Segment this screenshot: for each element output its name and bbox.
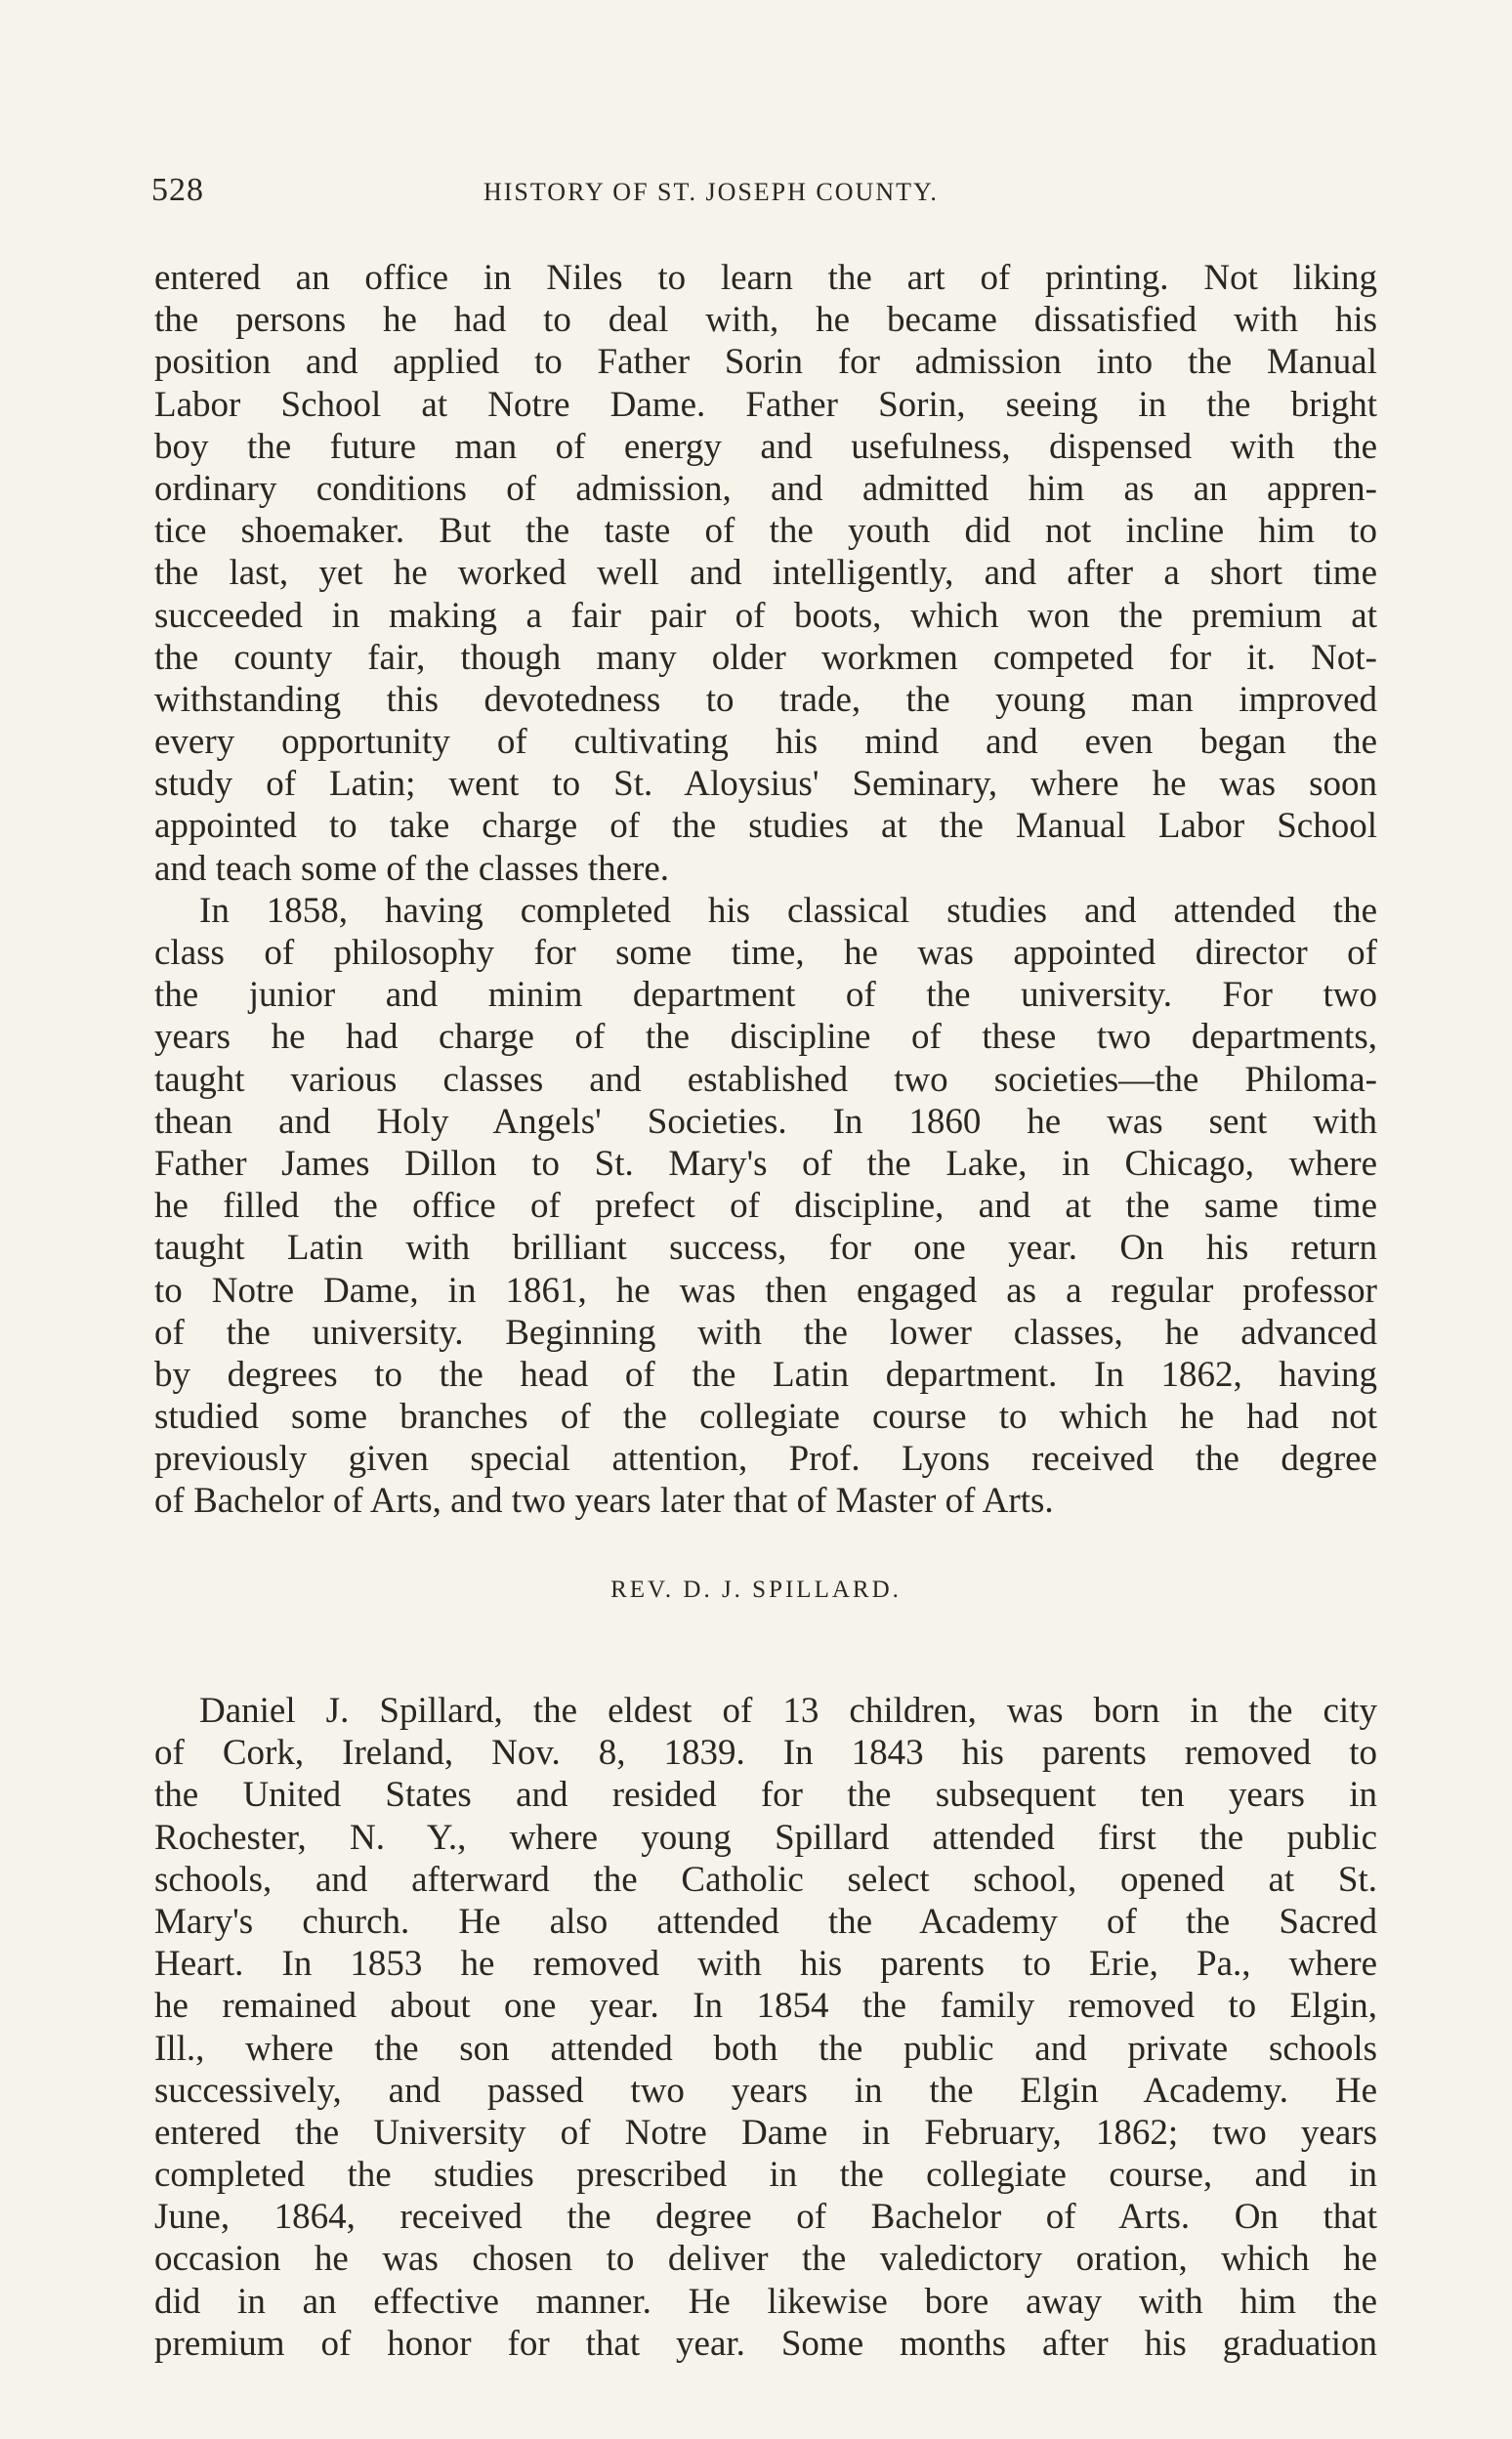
text-line: the last, yet he worked well and intelligently, and after a short time (154, 553, 1377, 594)
page-number: 528 (151, 172, 204, 208)
running-head (151, 172, 1382, 221)
text-line: to Notre Dame, in 1861, he was then engaged as a regular professor (154, 1270, 1377, 1311)
text-line: position and applied to Father Sorin for admission into the Manual (154, 342, 1377, 383)
text-line: every opportunity of cultivating his mind and even began the (154, 722, 1377, 763)
text-line: he filled the office of prefect of discipline, and at the same time (154, 1186, 1377, 1227)
text-line: June, 1864, received the degree of Bachelor of Arts. On that (154, 2197, 1377, 2238)
text-line: entered an office in Niles to learn the art of printing. Not liking (154, 258, 1377, 298)
text-line: premium of honor for that year. Some months after his graduation (154, 2323, 1377, 2364)
text-line: by degrees to the head of the Latin department. In 1862, having (154, 1354, 1377, 1395)
text-line: appointed to take charge of the studies at the Manual Labor School (154, 806, 1377, 847)
text-line: study of Latin; went to St. Aloysius' Seminary, where he was soon (154, 764, 1377, 805)
text-line: he remained about one year. In 1854 the family removed to Elgin, (154, 1986, 1377, 2027)
text-line: completed the studies prescribed in the collegiate course, and in (154, 2155, 1377, 2196)
text-line: taught various classes and established two societies—the Philoma- (154, 1059, 1377, 1100)
text-line: schools, and afterward the Catholic select school, opened at St. (154, 1859, 1377, 1900)
lyons-biography-text (154, 257, 1377, 1523)
text-line: and teach some of the classes there. (154, 848, 670, 889)
text-line: taught Latin with brilliant success, for one year. On his return (154, 1228, 1377, 1269)
text-line: the county fair, though many older workmen competed for it. Not- (154, 637, 1377, 678)
text-line: boy the future man of energy and usefulness, dispensed with the (154, 426, 1377, 467)
running-title: HISTORY OF ST. JOSEPH COUNTY. (483, 178, 939, 206)
text-line: Rochester, N. Y., where young Spillard attended first the public (154, 1817, 1377, 1858)
text-line: successively, and passed two years in the Elgin Academy. He (154, 2070, 1377, 2111)
text-line: Labor School at Notre Dame. Father Sorin, seeing in the bright (154, 384, 1377, 425)
text-line: Father James Dillon to St. Mary's of the Lake, in Chicago, where (154, 1143, 1377, 1184)
text-line: Mary's church. He also attended the Academy of the Sacred (154, 1901, 1377, 1942)
text-line: tice shoemaker. But the taste of the youth did not incline him to (154, 511, 1377, 552)
text-line: Ill., where the son attended both the public and private schools (154, 2028, 1377, 2069)
text-line: the United States and resided for the subsequent ten years in (154, 1775, 1377, 1816)
text-line: entered the University of Notre Dame in February, 1862; two years (154, 2112, 1377, 2153)
text-line: ordinary conditions of admission, and admitted him as an appren- (154, 468, 1377, 509)
text-line: of the university. Beginning with the lower classes, he advanced (154, 1312, 1377, 1353)
text-line: the junior and minim department of the university. For two (154, 975, 1377, 1016)
text-line: of Bachelor of Arts, and two years later that of Master of Arts. (154, 1481, 1054, 1522)
text-line: withstanding this devotedness to trade, the young man improved (154, 679, 1377, 720)
text-line: the persons he had to deal with, he became dissatisfied with his (154, 300, 1377, 341)
text-line: of Cork, Ireland, Nov. 8, 1839. In 1843 his parents removed to (154, 1733, 1377, 1774)
spillard-biography-text (154, 1690, 1377, 2365)
text-line: previously given special attention, Prof. Lyons received the degree (154, 1439, 1377, 1480)
text-line: occasion he was chosen to deliver the valedictory oration, which he (154, 2239, 1377, 2280)
text-line: studied some branches of the collegiate course to which he had not (154, 1397, 1377, 1438)
text-line: In 1858, having completed his classical studies and attended the (199, 890, 1377, 931)
text-line: did in an effective manner. He likewise bore away with him the (154, 2281, 1377, 2322)
text-line: succeeded in making a fair pair of boots, which won the premium at (154, 595, 1377, 636)
section-heading: REV. D. J. SPILLARD. (610, 1577, 902, 1603)
text-line: Daniel J. Spillard, the eldest of 13 children, was born in the city (199, 1691, 1377, 1731)
text-line: class of philosophy for some time, he was appointed director of (154, 933, 1377, 973)
text-line: thean and Holy Angels' Societies. In 1860 he was sent with (154, 1101, 1377, 1142)
text-line: Heart. In 1853 he removed with his parents to Erie, Pa., where (154, 1944, 1377, 1985)
text-line: years he had charge of the discipline of these two departments, (154, 1017, 1377, 1058)
